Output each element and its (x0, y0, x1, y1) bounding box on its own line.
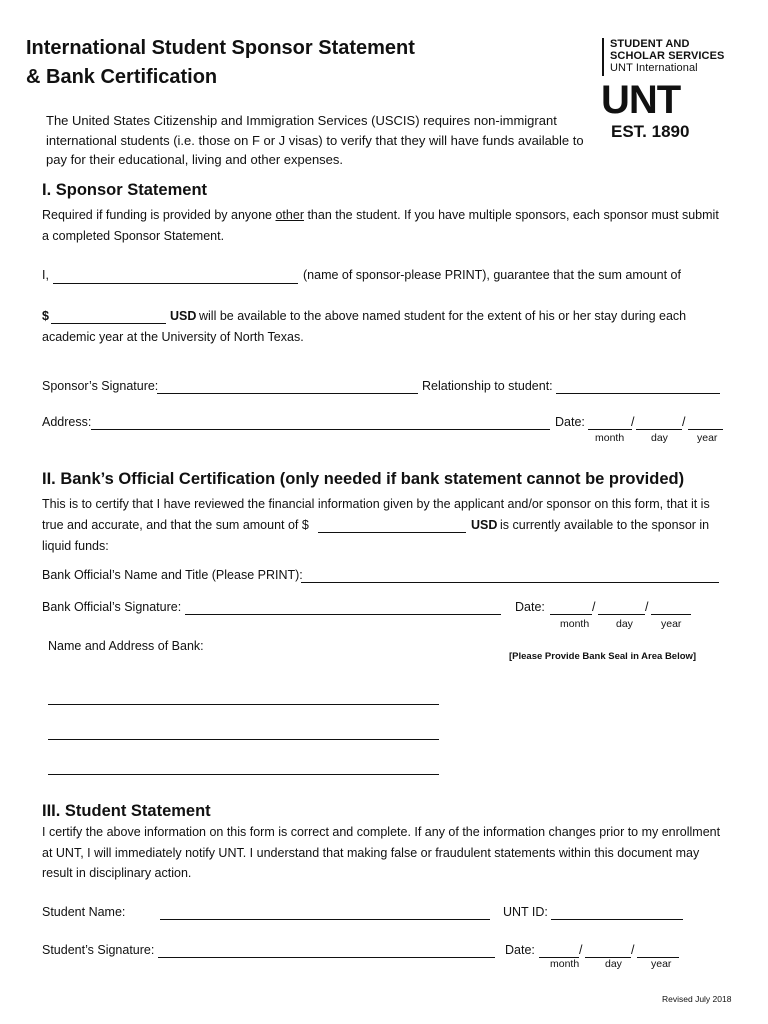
dollar-sign: $ (42, 309, 49, 323)
unt-logo-text (610, 38, 724, 74)
bank-official-signature-label: Bank Official’s Signature: (42, 600, 182, 614)
month-caption: month (560, 618, 590, 630)
year-caption: year (661, 618, 682, 630)
sponsor-date-day-field[interactable] (636, 429, 682, 430)
intro-other: other (275, 208, 304, 222)
sponsor-signature-label: Sponsor’s Signature: (42, 379, 159, 393)
bank-amount-field[interactable] (318, 532, 466, 533)
unt-wordmark: UNT (601, 78, 681, 122)
date-slash: / (631, 943, 635, 957)
bank-address-line-1[interactable] (48, 704, 439, 705)
est-1890: EST. 1890 (611, 122, 690, 141)
bank-official-name-label: Bank Official’s Name and Title (Please PRINT): (42, 568, 303, 582)
logo-divider (602, 38, 604, 76)
bank-date-year-field[interactable] (651, 614, 691, 615)
sponsor-date-label: Date: (555, 415, 585, 429)
year-caption: year (651, 958, 672, 970)
usd-label: USD (170, 309, 197, 323)
sponsor-signature-field[interactable] (157, 393, 418, 394)
day-caption: day (651, 432, 668, 444)
bank-cert-line-2b: is currently available to the sponsor in (500, 518, 710, 532)
year-caption: year (697, 432, 718, 444)
student-name-field[interactable] (160, 919, 490, 920)
month-caption: month (550, 958, 580, 970)
student-date-label: Date: (505, 943, 535, 957)
title-line-1: International Student Sponsor Statement (26, 37, 415, 59)
logo-line-1: STUDENT AND (610, 38, 690, 50)
bank-official-name-field[interactable] (301, 582, 719, 583)
sponsor-name-field[interactable] (53, 283, 298, 284)
section-1-intro (42, 205, 722, 247)
day-caption: day (616, 618, 633, 630)
revised-date: Revised July 2018 (662, 994, 732, 1004)
date-slash: / (592, 600, 596, 614)
date-slash: / (645, 600, 649, 614)
amount-text-line-2: academic year at the University of North Texas. (42, 330, 304, 344)
intro-text-b: than the student. If you have multiple sponsors, each sponsor must submit a completed Sponsor Statement. (42, 208, 719, 243)
address-field[interactable] (91, 429, 550, 430)
section-3-heading: III. Student Statement (42, 802, 211, 820)
student-name-label: Student Name: (42, 905, 126, 919)
date-slash: / (682, 415, 686, 429)
bank-date-label: Date: (515, 600, 545, 614)
bank-cert-line-2a: true and accurate, and that the sum amount of $ (42, 518, 309, 532)
unt-id-field[interactable] (551, 919, 683, 920)
sponsor-amount-field[interactable] (51, 323, 166, 324)
student-statement-text: I certify the above information on this form is correct and complete. If any of the information changes prior to my enrollment at UNT, I will immediately notify UNT. I understand that making false or fraudulent statements within this document may result in disciplinary action. (42, 825, 721, 880)
guarantee-i-label: I, (42, 268, 49, 282)
bank-official-signature-field[interactable] (185, 614, 501, 615)
intro-paragraph: The United States Citizenship and Immigration Services (USCIS) requires non-immigrant international students (i.e. those on F or J visas) to verify that they will have funds available to pay for their educational, living and other expenses. (46, 113, 584, 167)
sponsor-date-year-field[interactable] (688, 429, 723, 430)
title-line-2: & Bank Certification (26, 66, 218, 88)
bank-name-address-label: Name and Address of Bank: (48, 639, 204, 653)
month-caption: month (595, 432, 625, 444)
relationship-label: Relationship to student: (422, 379, 553, 393)
logo-line-3: UNT International (610, 62, 698, 74)
bank-seal-note: [Please Provide Bank Seal in Area Below] (509, 651, 697, 662)
section-2-heading: II. Bank’s Official Certification (only needed if bank statement cannot be provided) (42, 470, 685, 488)
sponsor-date-month-field[interactable] (588, 429, 632, 430)
day-caption: day (605, 958, 622, 970)
bank-cert-line-1: This is to certify that I have reviewed the financial information given by the applicant and/or sponsor on this form, that it is (42, 497, 710, 511)
amount-text: will be available to the above named student for the extent of his or her stay during each (199, 309, 687, 323)
student-signature-field[interactable] (158, 957, 495, 958)
bank-cert-line-3: liquid funds: (42, 539, 109, 553)
page-title (26, 34, 415, 92)
logo-line-2: SCHOLAR SERVICES (610, 50, 725, 62)
student-signature-label: Student’s Signature: (42, 943, 155, 957)
bank-address-line-3[interactable] (48, 774, 439, 775)
bank-address-line-2[interactable] (48, 739, 439, 740)
guarantee-text: (name of sponsor-please PRINT), guarantee that the sum amount of (303, 268, 681, 282)
bank-date-day-field[interactable] (598, 614, 645, 615)
relationship-field[interactable] (556, 393, 720, 394)
intro-text-a: Required if funding is provided by anyone (42, 208, 276, 222)
date-slash: / (579, 943, 583, 957)
address-label: Address: (42, 415, 92, 429)
date-slash: / (631, 415, 635, 429)
unt-id-label: UNT ID: (503, 905, 548, 919)
bank-date-month-field[interactable] (550, 614, 592, 615)
bank-usd-label: USD (471, 518, 498, 532)
section-1-heading: I. Sponsor Statement (42, 181, 208, 199)
